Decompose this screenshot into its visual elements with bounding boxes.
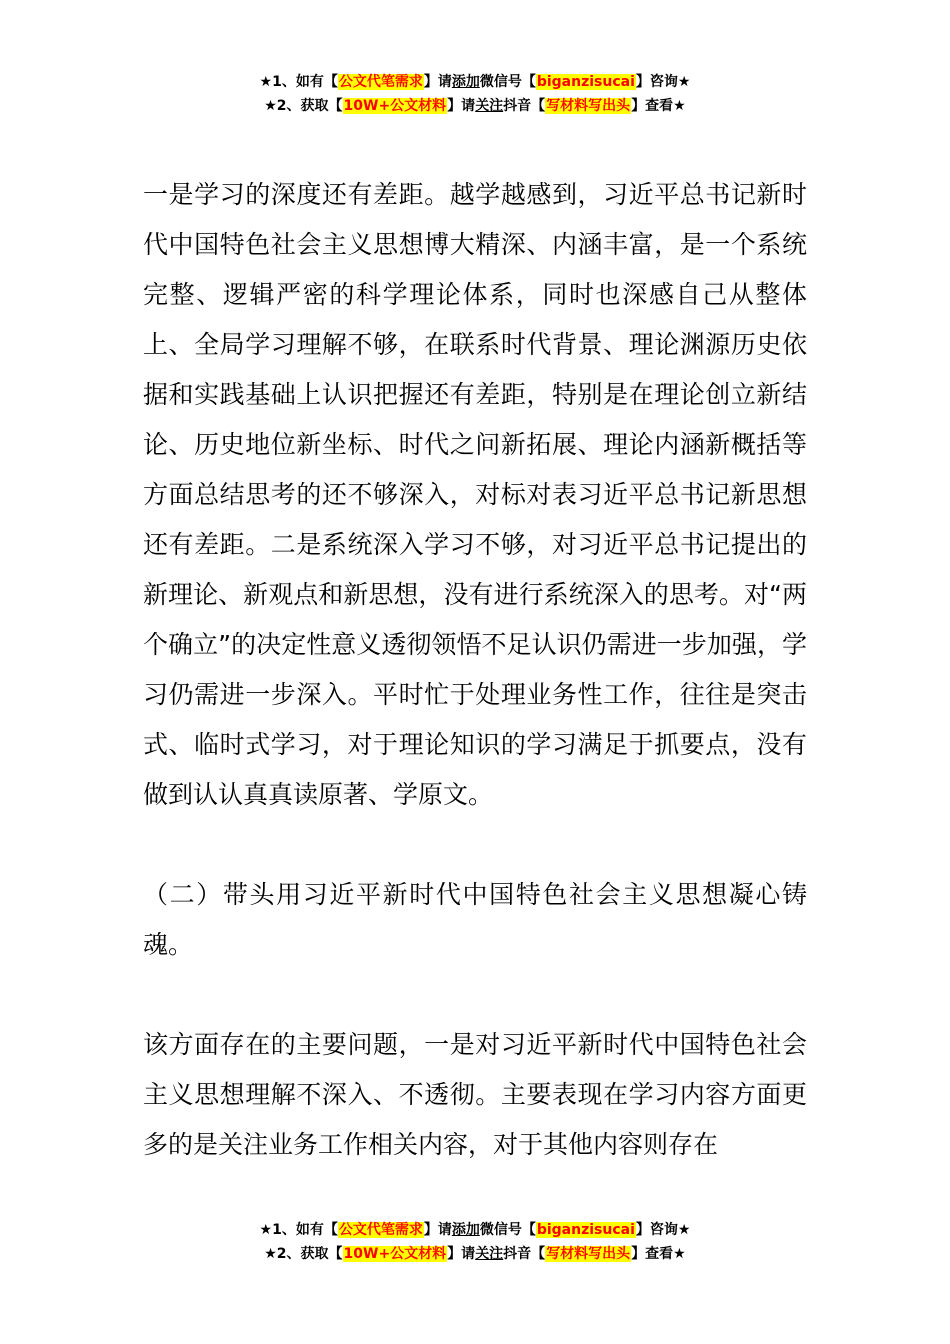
header-banner <box>0 70 950 118</box>
underlined-text: 关注 <box>475 1246 504 1262</box>
banner-text: ★1、如有【 <box>259 1222 338 1238</box>
banner-text: 】查看★ <box>631 1246 686 1262</box>
underlined-text: 添加 <box>451 74 480 90</box>
banner-text: 微信号【 <box>479 74 536 90</box>
highlight-douyin: 写材料写出头 <box>546 98 631 114</box>
banner-text: 】请 <box>423 1222 452 1238</box>
banner-line-1 <box>0 1218 950 1242</box>
banner-line-2 <box>0 94 950 118</box>
banner-text: 抖音【 <box>503 1246 546 1262</box>
banner-text: 】查看★ <box>631 98 686 114</box>
footer-banner <box>0 1218 950 1266</box>
banner-text: 抖音【 <box>503 98 546 114</box>
document-body <box>143 170 807 1170</box>
banner-text: 】请 <box>423 74 452 90</box>
underlined-text: 添加 <box>451 1222 480 1238</box>
banner-text: 】咨询★ <box>635 74 691 90</box>
highlight-service: 公文代笔需求 <box>338 74 423 90</box>
banner-text: 】请 <box>447 98 476 114</box>
highlight-wechat-id: biganzisucai <box>536 74 635 90</box>
banner-line-1 <box>0 70 950 94</box>
paragraph: 该方面存在的主要问题，一是对习近平新时代中国特色社会主义思想理解不深入、不透彻。主要表现在学习内容方面更多的是关注业务工作相关内容，对于其他内容则存在 <box>143 1030 807 1159</box>
highlight-service: 公文代笔需求 <box>338 1222 423 1238</box>
paragraph-gap <box>143 820 807 870</box>
underlined-text: 关注 <box>475 98 504 114</box>
highlight-materials: 10W+公文材料 <box>343 1246 447 1262</box>
banner-line-2 <box>0 1242 950 1266</box>
highlight-wechat-id: biganzisucai <box>536 1222 635 1238</box>
banner-text: ★2、获取【 <box>264 98 343 114</box>
banner-text: ★1、如有【 <box>259 74 338 90</box>
banner-text: 】请 <box>447 1246 476 1262</box>
highlight-materials: 10W+公文材料 <box>343 98 447 114</box>
paragraph: 一是学习的深度还有差距。越学越感到，习近平总书记新时代中国特色社会主义思想博大精深、内涵丰富，是一个系统完整、逻辑严密的科学理论体系，同时也深感自己从整体上、全局学习理解不够，在联系时代背景、理论渊源历史依据和实践基础上认识把握还有差距，特别是在理论创立新结论、历史地位新坐标、时代之问新拓展、理论内涵新概括等方面总结思考的还不够深入，对标对表习近平总书记新思想还有差距。二是系统深入学习不够，对习近平总书记提出的新理论、新观点和新思想，没有进行系统深入的思考。对“两个确立”的决定性意义透彻领悟不足认识仍需进一步加强，学习仍需进一步深入。平时忙于处理业务性工作，往往是突击式、临时式学习，对于理论知识的学习满足于抓要点，没有做到认认真真读原著、学原文。 <box>143 180 807 809</box>
highlight-douyin: 写材料写出头 <box>546 1246 631 1262</box>
banner-text: ★2、获取【 <box>264 1246 343 1262</box>
banner-text: 微信号【 <box>479 1222 536 1238</box>
paragraph-gap <box>143 970 807 1020</box>
section-heading: （二）带头用习近平新时代中国特色社会主义思想凝心铸魂。 <box>143 880 807 959</box>
banner-text: 】咨询★ <box>635 1222 691 1238</box>
